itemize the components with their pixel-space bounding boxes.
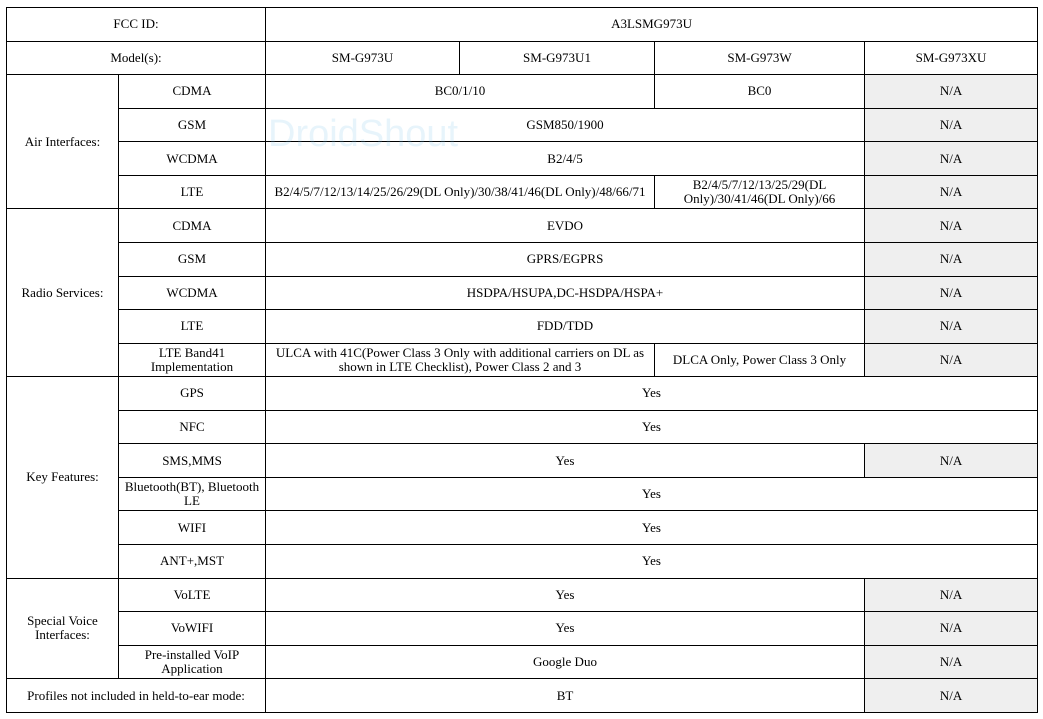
feature-wifi-row xyxy=(7,511,1038,545)
voice-vowifi-label: VoWIFI xyxy=(119,612,266,646)
feature-sms-mms-xu: N/A xyxy=(865,444,1038,478)
fcc-id-row xyxy=(7,8,1038,42)
radio-wcdma-value: HSDPA/HSUPA,DC-HSDPA/HSPA+ xyxy=(266,276,865,310)
profiles-value: BT xyxy=(266,679,865,713)
radio-wcdma-row xyxy=(7,276,1038,310)
air-wcdma-label: WCDMA xyxy=(119,142,266,176)
voice-vowifi-row xyxy=(7,612,1038,646)
profiles-xu: N/A xyxy=(865,679,1038,713)
air-cdma-u-u1: BC0/1/10 xyxy=(266,75,655,109)
radio-lte-band41-w: DLCA Only, Power Class 3 Only xyxy=(655,343,865,377)
feature-nfc-row xyxy=(7,410,1038,444)
feature-wifi-value: Yes xyxy=(266,511,1038,545)
radio-lte-band41-label: LTE Band41 Implementation xyxy=(119,343,266,377)
air-wcdma-row xyxy=(7,142,1038,176)
radio-lte-value: FDD/TDD xyxy=(266,310,865,344)
radio-services-label: Radio Services: xyxy=(7,209,119,377)
special-voice-label: Special Voice Interfaces: xyxy=(7,578,119,679)
radio-wcdma-label: WCDMA xyxy=(119,276,266,310)
fcc-id-label: FCC ID: xyxy=(7,8,266,42)
fcc-id-value: A3LSMG973U xyxy=(266,8,1038,42)
radio-lte-band41-row xyxy=(7,343,1038,377)
air-lte-xu: N/A xyxy=(865,175,1038,209)
profiles-row xyxy=(7,679,1038,713)
key-features-label: Key Features: xyxy=(7,377,119,578)
air-cdma-w: BC0 xyxy=(655,75,865,109)
air-interfaces-label: Air Interfaces: xyxy=(7,75,119,209)
model-sm-g973u1: SM-G973U1 xyxy=(460,41,655,75)
radio-cdma-label: CDMA xyxy=(119,209,266,243)
feature-bluetooth-label: Bluetooth(BT), Bluetooth LE xyxy=(119,477,266,511)
air-cdma-label: CDMA xyxy=(119,75,266,109)
radio-lte-xu: N/A xyxy=(865,310,1038,344)
feature-nfc-value: Yes xyxy=(266,410,1038,444)
air-gsm-label: GSM xyxy=(119,108,266,142)
models-row xyxy=(7,41,1038,75)
air-cdma-xu: N/A xyxy=(865,75,1038,109)
radio-gsm-value: GPRS/EGPRS xyxy=(266,242,865,276)
model-sm-g973u: SM-G973U xyxy=(266,41,460,75)
air-lte-label: LTE xyxy=(119,175,266,209)
feature-ant-mst-value: Yes xyxy=(266,545,1038,579)
model-sm-g973xu: SM-G973XU xyxy=(865,41,1038,75)
voice-voip-value: Google Duo xyxy=(266,645,865,679)
air-gsm-xu: N/A xyxy=(865,108,1038,142)
voice-voip-label: Pre-installed VoIP Application xyxy=(119,645,266,679)
radio-lte-band41-u-u1: ULCA with 41C(Power Class 3 Only with additional carriers on DL as shown in LTE Checklist), Power Class 2 and 3 xyxy=(266,343,655,377)
voice-vowifi-value: Yes xyxy=(266,612,865,646)
feature-sms-mms-value: Yes xyxy=(266,444,865,478)
feature-wifi-label: WIFI xyxy=(119,511,266,545)
feature-bluetooth-row xyxy=(7,477,1038,511)
air-gsm-value: GSM850/1900 xyxy=(266,108,865,142)
feature-sms-mms-row xyxy=(7,444,1038,478)
model-sm-g973w: SM-G973W xyxy=(655,41,865,75)
radio-wcdma-xu: N/A xyxy=(865,276,1038,310)
voice-volte-row xyxy=(7,578,1038,612)
feature-gps-value: Yes xyxy=(266,377,1038,411)
feature-gps-label: GPS xyxy=(119,377,266,411)
voice-volte-label: VoLTE xyxy=(119,578,266,612)
feature-bluetooth-value: Yes xyxy=(266,477,1038,511)
voice-voip-row xyxy=(7,645,1038,679)
air-lte-row xyxy=(7,175,1038,209)
radio-lte-row xyxy=(7,310,1038,344)
feature-ant-mst-label: ANT+,MST xyxy=(119,545,266,579)
feature-ant-mst-row xyxy=(7,545,1038,579)
radio-cdma-row xyxy=(7,209,1038,243)
radio-cdma-xu: N/A xyxy=(865,209,1038,243)
models-label: Model(s): xyxy=(7,41,266,75)
feature-gps-row xyxy=(7,377,1038,411)
feature-sms-mms-label: SMS,MMS xyxy=(119,444,266,478)
voice-voip-xu: N/A xyxy=(865,645,1038,679)
voice-volte-xu: N/A xyxy=(865,578,1038,612)
profiles-label: Profiles not included in held-to-ear mode: xyxy=(7,679,266,713)
air-gsm-row xyxy=(7,108,1038,142)
spec-table xyxy=(6,7,1038,713)
droidshout-watermark: DroidShout xyxy=(268,113,459,155)
radio-gsm-row xyxy=(7,242,1038,276)
radio-cdma-value: EVDO xyxy=(266,209,865,243)
air-lte-u-u1: B2/4/5/7/12/13/14/25/26/29(DL Only)/30/38/41/46(DL Only)/48/66/71 xyxy=(266,175,655,209)
air-lte-w: B2/4/5/7/12/13/25/29(DL Only)/30/41/46(DL Only)/66 xyxy=(655,175,865,209)
voice-vowifi-xu: N/A xyxy=(865,612,1038,646)
feature-nfc-label: NFC xyxy=(119,410,266,444)
air-wcdma-value: B2/4/5 xyxy=(266,142,865,176)
radio-gsm-xu: N/A xyxy=(865,242,1038,276)
voice-volte-value: Yes xyxy=(266,578,865,612)
air-wcdma-xu: N/A xyxy=(865,142,1038,176)
radio-lte-band41-xu: N/A xyxy=(865,343,1038,377)
radio-gsm-label: GSM xyxy=(119,242,266,276)
air-cdma-row xyxy=(7,75,1038,109)
radio-lte-label: LTE xyxy=(119,310,266,344)
